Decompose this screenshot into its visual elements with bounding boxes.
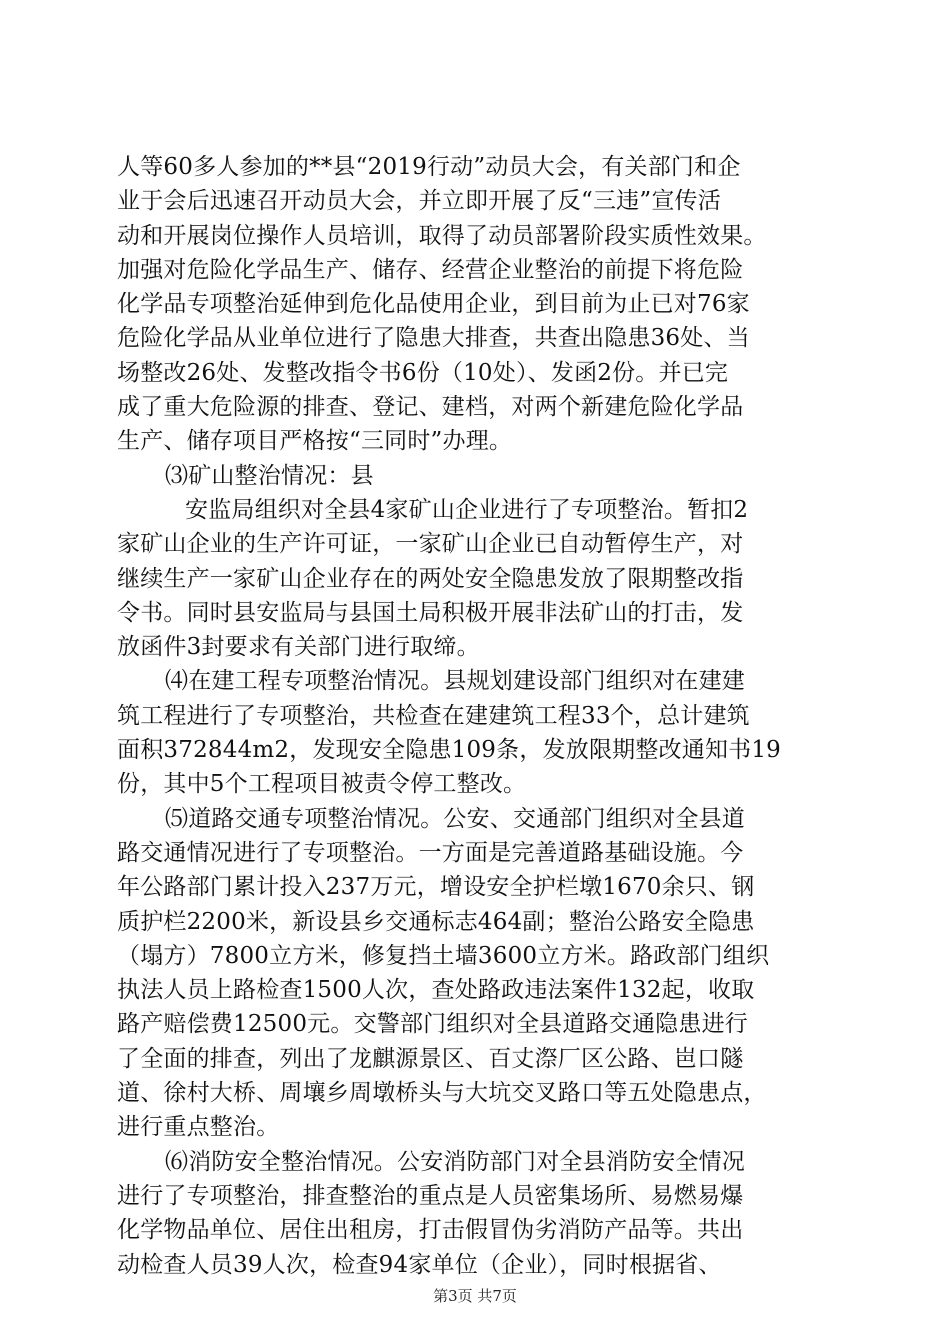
- text-line: 执法人员上路检查1500人次，查处路政违法案件132起，收取: [117, 977, 755, 1004]
- document-body: [117, 150, 847, 1282]
- text-line: 业于会后迅速召开动员大会，并立即开展了反“三违”宣传活: [117, 188, 721, 215]
- text-line: 路交通情况进行了专项整治。一方面是完善道路基础设施。今: [117, 839, 744, 866]
- text-line: 动和开展岗位操作人员培训，取得了动员部署阶段实质性效果。: [117, 222, 767, 249]
- paragraph-construction-start: ⑷在建工程专项整治情况。县规划建设部门组织对在建建: [165, 668, 745, 695]
- text-line: 化学品专项整治延伸到危化品使用企业，到目前为止已对76家: [117, 291, 750, 318]
- text-line: 筑工程进行了专项整治，共检查在建建筑工程33个，总计建筑: [117, 702, 750, 729]
- text-line: 化学物品单位、居住出租房，打击假冒伪劣消防产品等。共出: [117, 1217, 744, 1244]
- text-line: 继续生产一家矿山企业存在的两处安全隐患发放了限期整改指: [117, 565, 744, 592]
- text-line: 成了重大危险源的排查、登记、建档，对两个新建危险化学品: [117, 394, 744, 421]
- text-line: 家矿山企业的生产许可证，一家矿山企业已自动暂停生产，对: [117, 531, 744, 558]
- text-line: 场整改26处、发整改指令书6份（10处）、发函2份。并已完: [117, 359, 729, 386]
- text-line: 安监局组织对全县4家矿山企业进行了专项整治。暂扣2: [185, 496, 749, 523]
- text-line: 面积372844m2，发现安全隐患109条，发放限期整改通知书19: [117, 737, 782, 764]
- text-line: 年公路部门累计投入237万元，增设安全护栏墩1670余只、钢: [117, 874, 755, 901]
- text-line: 动检查人员39人次，检查94家单位（企业），同时根据省、: [117, 1251, 722, 1278]
- text-line: 质护栏2200米，新设县乡交通标志464副；整治公路安全隐患: [117, 908, 755, 935]
- text-line: （塌方）7800立方米，修复挡土墙3600立方米。路政部门组织: [117, 942, 770, 969]
- text-line: 生产、储存项目严格按“三同时”办理。: [117, 428, 513, 455]
- text-line: 进行重点整治。: [117, 1114, 280, 1141]
- section-heading-mining: ⑶矿山整治情况：县: [165, 462, 374, 489]
- text-line: 了全面的排查，列出了龙麒源景区、百丈漈厂区公路、岜口隧: [117, 1045, 744, 1072]
- text-line: 路产赔偿费12500元。交警部门组织对全县道路交通隐患进行: [117, 1011, 748, 1038]
- text-line: 人等60多人参加的**县“2019行动”动员大会，有关部门和企: [117, 154, 741, 180]
- paragraph-fire-safety-start: ⑹消防安全整治情况。公安消防部门对全县消防安全情况: [165, 1148, 745, 1175]
- text-line: 危险化学品从业单位进行了隐患大排查，共查出隐患36处、当: [117, 325, 750, 352]
- text-line: 加强对危险化学品生产、储存、经营企业整治的前提下将危险: [117, 256, 744, 283]
- paragraph-traffic-start: ⑸道路交通专项整治情况。公安、交通部门组织对全县道: [165, 805, 745, 832]
- text-line: 令书。同时县安监局与县国土局积极开展非法矿山的打击，发: [117, 599, 744, 626]
- text-line: 放函件3封要求有关部门进行取缔。: [117, 634, 480, 661]
- text-line: 份，其中5个工程项目被责令停工整改。: [117, 771, 527, 798]
- text-line: 道、徐村大桥、周壤乡周墩桥头与大坑交叉路口等五处隐患点，: [117, 1080, 767, 1107]
- text-line: 进行了专项整治，排查整治的重点是人员密集场所、易燃易爆: [117, 1182, 744, 1209]
- page-number-footer: 第3页 共7页: [433, 1287, 517, 1305]
